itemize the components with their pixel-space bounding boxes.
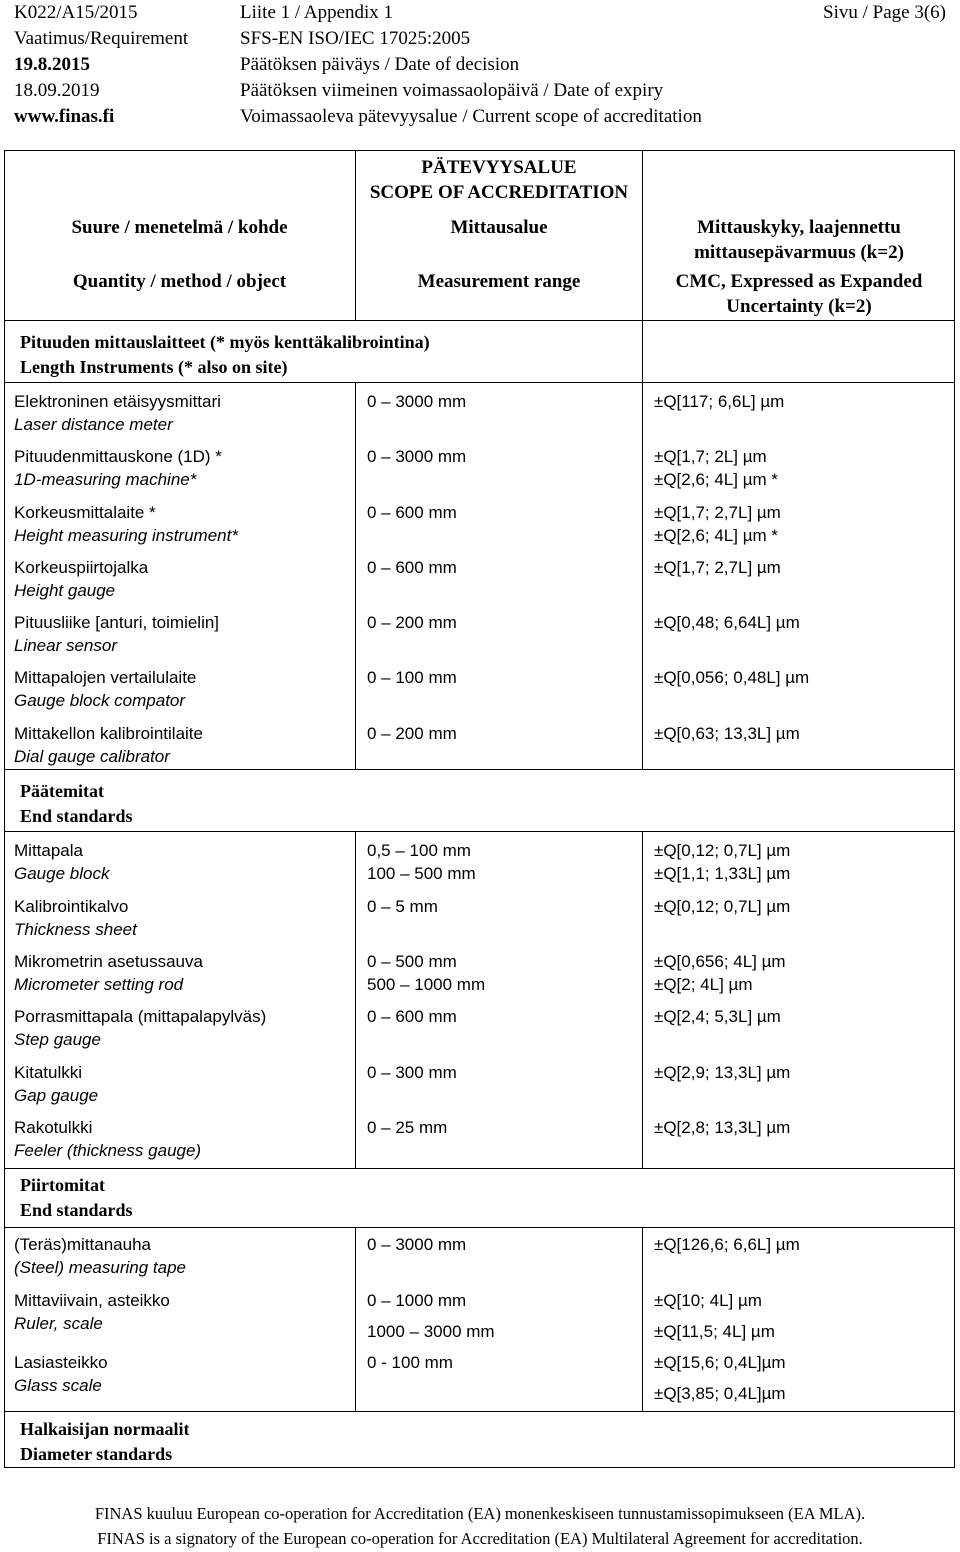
object-name-fi: Korkeusmittalaite * [14, 503, 156, 522]
measurement-range-value: 0 – 500 mm [367, 952, 457, 971]
object-name-fi: Kitatulkki [14, 1063, 83, 1082]
cmc-value: ±Q[126,6; 6,6L] µm [654, 1235, 800, 1254]
cmc-value: ±Q[0,12; 0,7L] µm [654, 841, 791, 860]
table-row-cmc [654, 556, 944, 579]
col1-header-en: Quantity / method / object [72, 271, 287, 292]
section-heading-fi: Piirtomitat [20, 1175, 105, 1195]
header-row-3 [14, 52, 946, 78]
measurement-range-value: 0 – 600 mm [367, 1007, 457, 1026]
cmc-value: ±Q[117; 6,6L] µm [654, 392, 785, 411]
col-divider-section-1 [642, 320, 643, 382]
table-row-range [367, 1233, 637, 1256]
header-row-4 [14, 78, 946, 104]
table-row-cmc [654, 611, 944, 634]
footer-fi: FINAS kuuluu European co-operation for Accreditation (EA) monenkeskiseen tunnustamissopimukseen (EA MLA). [94, 1504, 866, 1523]
header-decision-label: Päätöksen päiväys / Date of decision [240, 54, 520, 75]
header-code: K022/A15/2015 [14, 2, 138, 23]
col3-header-fi-line1: Mittauskyky, laajennettu [697, 217, 901, 238]
measurement-range-value: 0 – 200 mm [367, 613, 457, 632]
cmc-value: ±Q[3,85; 0,4L]µm [654, 1384, 786, 1403]
table-row-range [367, 1061, 637, 1084]
section-heading-en: End standards [20, 1200, 133, 1220]
object-name-en: Ruler, scale [14, 1314, 103, 1333]
section-heading-length [20, 330, 430, 380]
section-divider-line-standards [4, 1168, 955, 1169]
object-name-en: Feeler (thickness gauge) [14, 1141, 202, 1160]
table-row-range [367, 390, 637, 413]
object-name-en: Height gauge [14, 581, 116, 600]
table-row-cmc [654, 895, 944, 918]
scope-title [356, 155, 642, 205]
section-heading-en: Diameter standards [20, 1444, 173, 1464]
col3-header-fi-line2: mittausepävarmuus (k=2) [694, 242, 904, 263]
measurement-range-value: 0 – 3000 mm [367, 1235, 467, 1254]
cmc-value: ±Q[2; 4L] µm [654, 975, 753, 994]
cmc-value: ±Q[0,48; 6,64L] µm [654, 613, 800, 632]
header-row-1 [14, 0, 946, 26]
object-name-fi: Mittaviivain, asteikko [14, 1291, 170, 1310]
table-row-range [367, 445, 637, 468]
header-row-2 [14, 26, 946, 52]
table-row-cmc [654, 666, 944, 689]
section-divider-line-standards-bottom [4, 1227, 955, 1228]
footer-en: FINAS is a signatory of the European co-operation for Accreditation (EA) Multilateral Agreement for accreditation. [97, 1529, 863, 1548]
object-name-fi: Rakotulkki [14, 1118, 93, 1137]
cmc-value: ±Q[2,6; 4L] µm * [654, 526, 779, 545]
measurement-range-value: 0,5 – 100 mm [367, 841, 471, 860]
table-row-cmc [654, 1116, 944, 1139]
table-row-object [14, 722, 344, 768]
measurement-range-value: 0 – 1000 mm [367, 1291, 467, 1310]
cmc-value: ±Q[1,7; 2,7L] µm [654, 503, 781, 522]
col1-header-fi: Suure / menetelmä / kohde [71, 217, 288, 238]
header-expiry-date: 18.09.2019 [14, 80, 100, 101]
section-heading-end-standards [20, 779, 133, 829]
measurement-range-value: 100 – 500 mm [367, 864, 476, 883]
object-name-en: Glass scale [14, 1376, 102, 1395]
table-row-cmc [654, 1233, 944, 1256]
object-name-fi: Mittapalojen vertailulaite [14, 668, 197, 687]
measurement-range-value: 0 – 600 mm [367, 503, 457, 522]
document-header [14, 0, 946, 130]
col-divider-body-3b [642, 1227, 643, 1411]
cmc-value: ±Q[0,056; 0,48L] µm [654, 668, 810, 687]
scope-title-en: SCOPE OF ACCREDITATION [369, 182, 629, 203]
col-divider-body-1a [355, 382, 356, 769]
table-row-cmc [654, 445, 944, 491]
measurement-range-value: 0 – 100 mm [367, 668, 457, 687]
header-row-5 [14, 104, 946, 130]
table-row-range [367, 950, 637, 996]
object-name-en: 1D-measuring machine* [14, 470, 197, 489]
section-heading-en: End standards [20, 806, 133, 826]
measurement-range-value: 0 - 100 mm [367, 1353, 453, 1372]
cmc-value: ±Q[0,63; 13,3L] µm [654, 724, 800, 743]
table-row-range [367, 1005, 637, 1028]
object-name-fi: Korkeuspiirtojalka [14, 558, 149, 577]
object-name-en: Gauge block compator [14, 691, 186, 710]
table-row-cmc [654, 390, 944, 413]
header-website[interactable]: www.finas.fi [14, 106, 115, 127]
table-row-object [14, 501, 344, 547]
col-divider-body-3a [355, 1227, 356, 1411]
object-name-en: Gauge block [14, 864, 110, 883]
header-appendix: Liite 1 / Appendix 1 [240, 2, 394, 23]
section-divider-diameter [4, 1411, 955, 1412]
measurement-range-value: 0 – 5 mm [367, 897, 438, 916]
cmc-value: ±Q[1,7; 2,7L] µm [654, 558, 781, 577]
table-row-object [14, 1061, 344, 1107]
object-name-en: Gap gauge [14, 1086, 99, 1105]
object-name-en: Thickness sheet [14, 920, 137, 939]
table-row-range [367, 501, 637, 524]
table-row-object [14, 1289, 344, 1335]
table-row-cmc [654, 501, 944, 547]
measurement-range-value: 0 – 25 mm [367, 1118, 448, 1137]
scope-title-fi: PÄTEVYYSALUE [421, 157, 577, 178]
table-row-cmc [654, 1005, 944, 1028]
object-name-en: Dial gauge calibrator [14, 747, 170, 766]
object-name-en: Step gauge [14, 1030, 101, 1049]
table-row-range [367, 1116, 637, 1139]
cmc-value: ±Q[10; 4L] µm [654, 1291, 762, 1310]
table-row-object [14, 556, 344, 602]
object-name-fi: Kalibrointikalvo [14, 897, 129, 916]
cmc-value: ±Q[11,5; 4L] µm [654, 1322, 775, 1341]
object-name-fi: Elektroninen etäisyysmittari [14, 392, 221, 411]
header-decision-date: 19.8.2015 [14, 54, 90, 75]
col3-header-en [643, 269, 955, 319]
object-name-fi: Lasiasteikko [14, 1353, 108, 1372]
measurement-range-value: 0 – 3000 mm [367, 447, 467, 466]
col-divider-body-1b [642, 382, 643, 769]
measurement-range-value: 0 – 200 mm [367, 724, 457, 743]
table-row-range [367, 1351, 637, 1374]
section-divider-end-standards [4, 769, 955, 770]
table-row-object [14, 895, 344, 941]
object-name-fi: (Teräs)mittanauha [14, 1235, 152, 1254]
cmc-value: ±Q[2,6; 4L] µm * [654, 470, 779, 489]
cmc-value: ±Q[1,7; 2L] µm [654, 447, 767, 466]
object-name-en: Laser distance meter [14, 415, 173, 434]
col-divider-body-2a [355, 831, 356, 1168]
object-name-en: Micrometer setting rod [14, 975, 184, 994]
header-requirement-label: Vaatimus/Requirement [14, 28, 189, 49]
section-divider-length-bottom [4, 382, 955, 383]
table-row-range [367, 611, 637, 634]
table-row-object [14, 1351, 344, 1397]
section-heading-line-standards [20, 1173, 133, 1223]
cmc-value: ±Q[2,8; 13,3L] µm [654, 1118, 791, 1137]
section-heading-fi: Halkaisijan normaalit [20, 1419, 190, 1439]
object-name-fi: Pituudenmittauskone (1D) * [14, 447, 222, 466]
table-row-range [367, 722, 637, 745]
measurement-range-value: 1000 – 3000 mm [367, 1322, 495, 1341]
table-row-range [367, 1289, 637, 1343]
header-scope-label: Voimassaoleva pätevyysalue / Current scope of accreditation [240, 106, 702, 127]
object-name-fi: Pituusliike [anturi, toimielin] [14, 613, 220, 632]
col3-header-fi [643, 215, 955, 265]
table-row-cmc [654, 1351, 944, 1405]
table-row-object [14, 666, 344, 712]
section-heading-diameter-standards [20, 1417, 190, 1467]
table-row-object [14, 1116, 344, 1162]
cmc-value: ±Q[2,9; 13,3L] µm [654, 1063, 791, 1082]
table-row-range [367, 839, 637, 885]
table-row-range [367, 666, 637, 689]
col3-header-en-line2: Uncertainty (k=2) [726, 296, 872, 317]
section-heading-en: Length Instruments (* also on site) [20, 357, 288, 377]
header-expiry-label: Päätöksen viimeinen voimassaolopäivä / Date of expiry [240, 80, 664, 101]
object-name-fi: Mikrometrin asetussauva [14, 952, 203, 971]
table-row-object [14, 390, 344, 436]
section-heading-fi: Pituuden mittauslaitteet (* myös kenttäkalibrointina) [20, 332, 430, 352]
table-row-object [14, 445, 344, 491]
col2-header-fi: Mittausalue [450, 217, 548, 238]
table-row-cmc [654, 722, 944, 745]
object-name-en: Linear sensor [14, 636, 118, 655]
table-row-object [14, 1233, 344, 1279]
table-row-object [14, 1005, 344, 1051]
object-name-fi: Mittakellon kalibrointilaite [14, 724, 203, 743]
header-page-number: Sivu / Page 3(6) [823, 2, 946, 23]
table-row-cmc [654, 1061, 944, 1084]
measurement-range-value: 0 – 3000 mm [367, 392, 467, 411]
section-divider-end-standards-bottom [4, 831, 955, 832]
measurement-range-value: 0 – 300 mm [367, 1063, 457, 1082]
table-row-cmc [654, 950, 944, 996]
table-row-object [14, 839, 344, 885]
object-name-fi: Porrasmittapala (mittapalapylväs) [14, 1007, 267, 1026]
table-row-cmc [654, 1289, 944, 1343]
header-standard: SFS-EN ISO/IEC 17025:2005 [240, 28, 471, 49]
col2-header-en: Measurement range [417, 271, 581, 292]
section-heading-fi: Päätemitat [20, 781, 104, 801]
cmc-value: ±Q[0,656; 4L] µm [654, 952, 786, 971]
object-name-en: Height measuring instrument* [14, 526, 238, 545]
cmc-value: ±Q[15,6; 0,4L]µm [654, 1353, 786, 1372]
object-name-fi: Mittapala [14, 841, 83, 860]
table-row-range [367, 556, 637, 579]
table-row-object [14, 950, 344, 996]
table-row-range [367, 895, 637, 918]
measurement-range-value: 0 – 600 mm [367, 558, 457, 577]
measurement-range-value: 500 – 1000 mm [367, 975, 486, 994]
table-row-object [14, 611, 344, 657]
col3-header-en-line1: CMC, Expressed as Expanded [675, 271, 923, 292]
cmc-value: ±Q[0,12; 0,7L] µm [654, 897, 791, 916]
table-head-divider [4, 320, 955, 321]
table-row-cmc [654, 839, 944, 885]
cmc-value: ±Q[1,1; 1,33L] µm [654, 864, 791, 883]
cmc-value: ±Q[2,4; 5,3L] µm [654, 1007, 781, 1026]
object-name-en: (Steel) measuring tape [14, 1258, 186, 1277]
col-divider-body-2b [642, 831, 643, 1168]
